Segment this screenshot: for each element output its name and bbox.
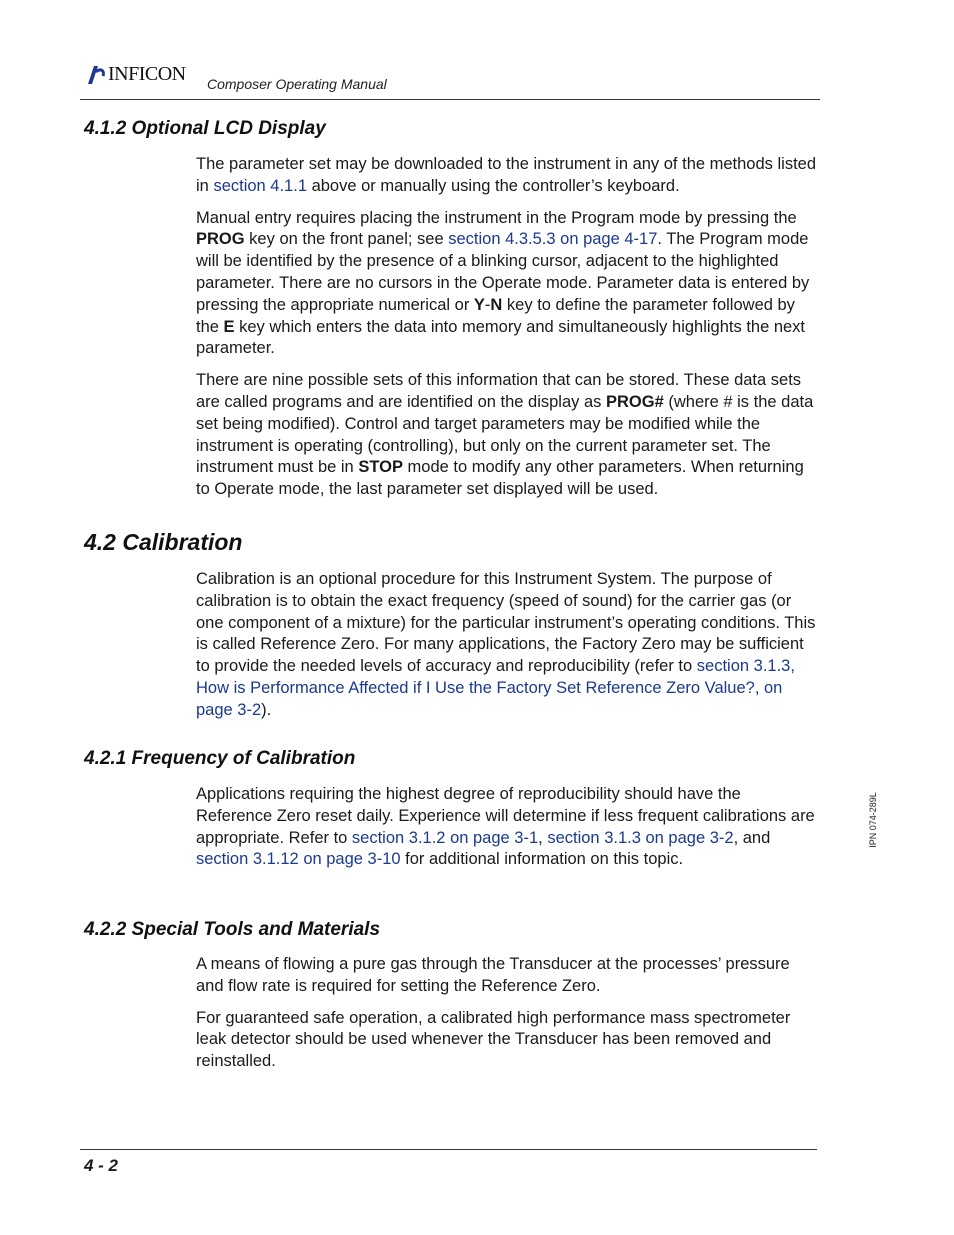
section-4-2-2-body bbox=[196, 954, 818, 1083]
brand-name: INFICON bbox=[108, 62, 186, 85]
header-divider bbox=[80, 99, 820, 100]
ipn-label: IPN 074-289L bbox=[868, 792, 878, 848]
paragraph: Calibration is an optional procedure for this Instrument System. The purpose of calibration is to obtain the exact frequency (speed of sound) for the carrier gas (or one component of a mixture) for the particular instrument’s operating conditions. This is called Reference Zero. For many applications, the Factory Zero may be sufficient to provide the needed levels of accuracy and reproducibility (refer to section 3.1.3, How is Performance Affected if I Use the Factory Set Reference Zero Value?, on page 3-2). bbox=[196, 570, 816, 719]
section-4-2-body bbox=[196, 569, 818, 732]
paragraph: There are nine possible sets of this information that can be stored. These data sets are called programs and are identified on the display as PROG# (where # is the data set being modified). Control and target parameters may be modified while the instrument is operating (controlling), but only on the current parameter set. The instrument must be in STOP mode to modify any other parameters. When returning to Operate mode, the last parameter set displayed will be used. bbox=[196, 371, 814, 499]
paragraph: The parameter set may be downloaded to the instrument in any of the methods listed in section 4.1.1 above or manually using the controller’s keyboard. bbox=[196, 155, 817, 195]
page-number: 4 - 2 bbox=[84, 1156, 119, 1175]
link-section-3-1-3[interactable]: section 3.1.3, How is Performance Affected if I Use the Factory Set Reference Zero Value?, on page 3-2 bbox=[196, 657, 795, 719]
link-section-4-3-5-3[interactable]: section 4.3.5.3 on page 4-17 bbox=[448, 230, 658, 249]
heading-4-2: 4.2 Calibration bbox=[84, 529, 243, 555]
paragraph: A means of flowing a pure gas through the Transducer at the processes’ pressure and flow rate is required for setting the Reference Zero. bbox=[196, 955, 790, 995]
inficon-logo bbox=[84, 62, 186, 86]
paragraph: Manual entry requires placing the instrument in the Program mode by pressing the PROG key on the front panel; see section 4.3.5.3 on page 4-17. The Program mode will be identified by the presence of a blinking cursor, adjacent to the highlighted parameter. There are no cursors in the Operate mode. Parameter data is entered by pressing the appropriate numerical or Y-N key to define the parameter followed by the E key which enters the data into memory and simultaneously highlights the next parameter. bbox=[196, 208, 810, 358]
heading-4-2-1: 4.2.1 Frequency of Calibration bbox=[84, 748, 356, 769]
heading-4-1-2: 4.1.2 Optional LCD Display bbox=[84, 118, 326, 139]
section-4-2-1-body bbox=[196, 784, 818, 881]
paragraph: Applications requiring the highest degree of reproducibility should have the Reference Zero reset daily. Experience will determine if less frequent calibrations are appropriate. Refer to section 3.1.2 on page 3-1, section 3.1.3 on page 3-2, and section 3.1.12 on page 3-10 for additional information on this topic. bbox=[196, 785, 815, 869]
paragraph: For guaranteed safe operation, a calibrated high performance mass spectrometer leak detector should be used whenever the Transducer has been removed and reinstalled. bbox=[196, 1008, 791, 1071]
link-section-3-1-2[interactable]: section 3.1.2 on page 3-1 bbox=[351, 828, 539, 847]
document-title: Composer Operating Manual bbox=[207, 76, 387, 92]
footer-divider bbox=[80, 1149, 817, 1150]
section-4-1-2-body bbox=[196, 154, 818, 511]
inficon-logo-icon bbox=[84, 62, 106, 86]
link-section-4-1-1[interactable]: section 4.1.1 bbox=[213, 176, 307, 195]
link-section-3-1-3-page[interactable]: section 3.1.3 on page 3-2 bbox=[547, 828, 734, 847]
link-section-3-1-12[interactable]: section 3.1.12 on page 3-10 bbox=[196, 850, 401, 869]
heading-4-2-2: 4.2.2 Special Tools and Materials bbox=[84, 919, 381, 940]
